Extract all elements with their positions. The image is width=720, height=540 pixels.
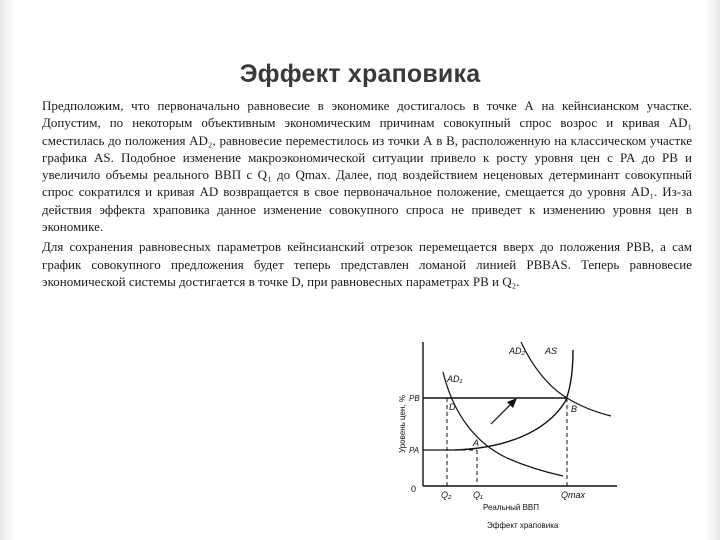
- label-b: B: [571, 404, 578, 414]
- ratchet-effect-figure: [395, 338, 625, 538]
- paragraph-1: Предположим, что первоначально равновесие в экономике достигалось в точке А на кейнсианском участке. Допустим, по некоторым объективным экономическим причинам совокупный спрос возрос и кривая AD₁ сместилась до положения AD₂, равновесие переместилось из точки А в B, расположенную на классическом участке графика AS. Подобное изменение макроэкономической ситуации привело к росту уровня цен с PA до PB и увеличило объемы реального ВВП с Q₁ до Qmax. Далее, под воздействием неценовых детерминант совокупный спрос сократился и кривая AD возвращается в свое первоначальное положение, смещается до уровня AD₁. Из-за действия эффекта храповика данное изменение совокупного спроса не приведет к изменению уровня цен в экономике.: [42, 98, 692, 235]
- label-q1: Q₁: [473, 490, 483, 500]
- figure-caption: Эффект храповика: [487, 521, 559, 530]
- label-q2: Q₂: [441, 490, 452, 500]
- ad2-curve: [521, 342, 611, 416]
- origin-label: 0: [411, 484, 417, 494]
- x-axis-label: Реальный ВВП: [483, 503, 539, 512]
- label-qmax: Qmax: [561, 490, 586, 500]
- label-a: A: [473, 438, 480, 448]
- label-d: D: [449, 402, 456, 412]
- ratchet-effect-diagram: [395, 338, 625, 538]
- label-ad1: AD₁: [447, 374, 463, 384]
- paragraph-2: Для сохранения равновесных параметров кейнсианский отрезок перемещается вверх до положения PBB, а сам график совокупного предложения будет теперь представлен ломаной линией PBBAS. Теперь равновесие экономической системы достигается в точке D, при равновесных параметрах PB и Q₂.: [42, 239, 692, 289]
- label-pa: PA: [409, 446, 420, 455]
- slide-title: Эффект храповика: [239, 60, 481, 88]
- label-pb: PB: [409, 394, 420, 403]
- shift-arrow: [491, 402, 513, 424]
- label-as: AS: [545, 346, 558, 356]
- label-ad2: AD₂: [509, 346, 525, 356]
- body-text: [42, 97, 692, 293]
- y-axis-label: Уровень цен, %: [398, 395, 407, 453]
